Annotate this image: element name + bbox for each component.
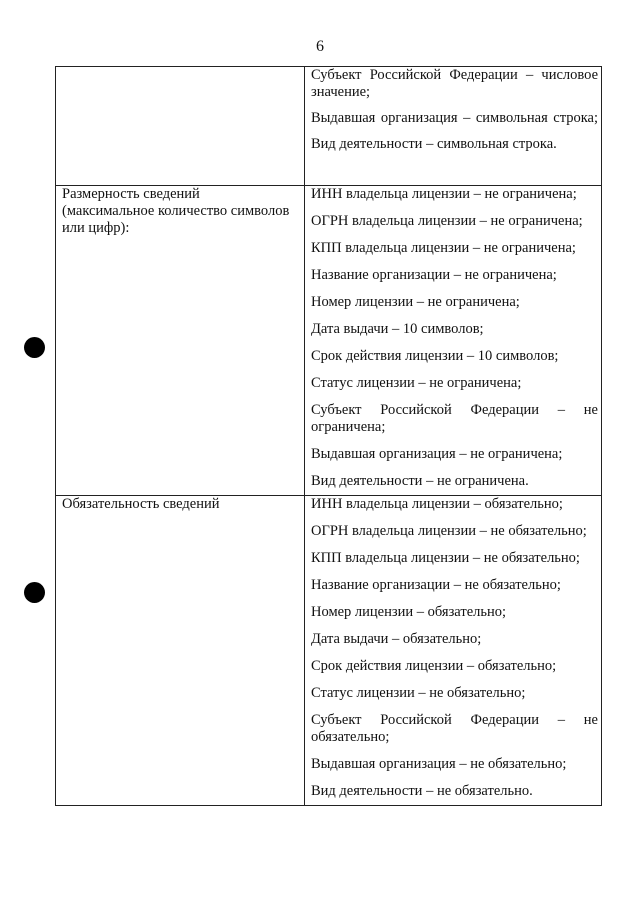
binder-hole-mark <box>24 582 45 603</box>
field-value-cell <box>305 186 602 496</box>
list-item: Статус лицензии – не обязательно; <box>311 685 526 701</box>
list-item: Номер лицензии – обязательно; <box>311 604 507 620</box>
list-item: Номер лицензии – не ограничена; <box>311 294 520 310</box>
specification-table <box>55 66 602 806</box>
list-item: ОГРН владельца лицензии – не обязательно; <box>311 523 587 539</box>
list-item: Вид деятельности – не обязательно. <box>311 783 533 799</box>
list-item: Срок действия лицензии – обязательно; <box>311 658 557 674</box>
list-item: Выдавшая организация – символьная строка; <box>311 110 598 126</box>
list-item: ИНН владельца лицензии – не ограничена; <box>311 186 577 202</box>
list-item: Дата выдачи – 10 символов; <box>311 321 484 337</box>
field-label-cell <box>56 186 305 496</box>
field-label: Размерность сведений <box>62 186 200 202</box>
list-item: Выдавшая организация – не обязательно; <box>311 756 567 772</box>
list-item: Вид деятельности – не ограничена. <box>311 473 529 489</box>
table-row <box>56 496 602 806</box>
field-label-note: (максимальное количество символов или цифр): <box>62 203 290 236</box>
list-item: Выдавшая организация – не ограничена; <box>311 446 563 462</box>
field-value-cell <box>305 496 602 806</box>
table-row <box>56 186 602 496</box>
list-item: Название организации – не ограничена; <box>311 267 557 283</box>
binder-hole-mark <box>24 337 45 358</box>
list-item: Дата выдачи – обязательно; <box>311 631 482 647</box>
list-item: ИНН владельца лицензии – обязательно; <box>311 496 563 512</box>
list-item: Название организации – не обязательно; <box>311 577 561 593</box>
list-item: Вид деятельности – символьная строка. <box>311 136 557 152</box>
list-item: КПП владельца лицензии – не ограничена; <box>311 240 576 256</box>
list-item: Субъект Российской Федерации – не обязательно; <box>311 712 598 745</box>
field-value-cell <box>305 67 602 186</box>
list-item: ОГРН владельца лицензии – не ограничена; <box>311 213 583 229</box>
list-item: Срок действия лицензии – 10 символов; <box>311 348 559 364</box>
table-row <box>56 67 602 186</box>
list-item: Субъект Российской Федерации – не ограничена; <box>311 402 598 435</box>
list-item: Субъект Российской Федерации – числовое значение; <box>311 67 598 100</box>
field-label: Обязательность сведений <box>62 496 220 512</box>
list-item: Статус лицензии – не ограничена; <box>311 375 522 391</box>
list-item: КПП владельца лицензии – не обязательно; <box>311 550 580 566</box>
page-number: 6 <box>316 38 324 55</box>
field-label-cell <box>56 67 305 186</box>
field-label-cell <box>56 496 305 806</box>
